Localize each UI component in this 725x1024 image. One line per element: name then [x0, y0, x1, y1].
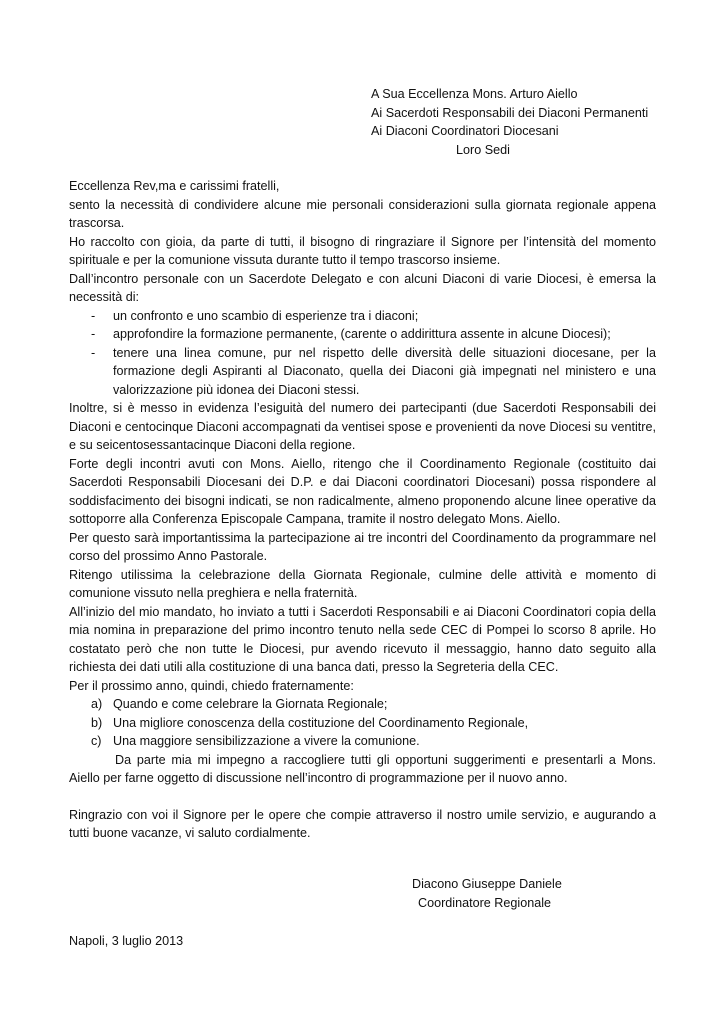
dash-marker: - [91, 345, 96, 360]
list-item [69, 695, 656, 714]
requests-list [69, 695, 656, 751]
paragraph: Dall’incontro personale con un Sacerdote Delegato e con alcuni Diaconi di varie Diocesi, è emersa la necessità di: [69, 271, 656, 304]
list-item [69, 307, 656, 326]
list-marker: b) [91, 715, 103, 730]
commitment-paragraph: Da parte mia mi impegno a raccogliere tutti gli opportuni suggerimenti e presentarli a Mons. Aiello per farne oggetto di discussione nell’incontro di programmazione per il nuovo anno. [69, 752, 656, 785]
signature-block [412, 875, 612, 912]
signature-role: Coordinatore Regionale [418, 895, 552, 910]
dash-marker: - [91, 308, 96, 323]
list-item [69, 344, 656, 400]
list-item-text: approfondire la formazione permanente, (carente o addirittura assente in alcune Diocesi); [113, 327, 611, 341]
paragraph: Ritengo utilissima la celebrazione della Giornata Regionale, culmine delle attività e momento di comunione vissuto nella preghiera e nella fraternità. [69, 567, 656, 600]
paragraph: Per il prossimo anno, quindi, chiedo fraternamente: [69, 678, 354, 693]
list-item [69, 325, 656, 344]
paragraph: All’inizio del mio mandato, ho inviato a tutti i Sacerdoti Responsabili e ai Diaconi Coordinatori copia della mia nomina in preparazione del primo incontro tenuto nella sede CEC di Pompei lo scorso 8 aprile. Ho costatato però che non tutte le Diocesi, pur avendo ricevuto il messaggio, hanno dato seguito alla richiesta dei dati utili alla costituzione di una banca dati, presso la Segreteria della CEC. [69, 604, 656, 674]
letter-body [69, 177, 656, 843]
list-marker: c) [91, 734, 102, 748]
list-item-text: Quando e come celebrare la Giornata Regionale; [113, 697, 388, 711]
recipient-line: A Sua Eccellenza Mons. Arturo Aiello [371, 87, 578, 101]
recipient-block [371, 85, 701, 159]
spacer [69, 788, 656, 806]
recipient-line: Ai Sacerdoti Responsabili dei Diaconi Permanenti [371, 105, 649, 120]
paragraph: Ho raccolto con gioia, da parte di tutti, il bisogno di ringraziare il Signore per l’intensità del momento spirituale e per la comunione vissuta durante tutto il tempo trascorso insieme. [69, 234, 656, 267]
closing-paragraph: Ringrazio con voi il Signore per le opere che compie attraverso il nostro umile servizio, e augurando a tutti buone vacanze, vi saluto cordialmente. [69, 807, 656, 840]
paragraph: Forte degli incontri avuti con Mons. Aiello, ritengo che il Coordinamento Regionale (costituito dai Sacerdoti Responsabili Diocesani dei D.P. e dai Diaconi coordinatori Diocesani) possa rispondere al soddisfacimento dei bisogni indicati, se non radicalmente, almeno proponendo alcune linee operative da sottoporre alla Conferenza Episcopale Campana, tramite il nostro delegato Mons. Aiello. [69, 456, 656, 526]
dash-marker: - [91, 327, 96, 341]
recipient-line: Loro Sedi [456, 142, 510, 157]
list-item [69, 732, 656, 751]
paragraph: sento la necessità di condividere alcune mie personali considerazioni sulla giornata regionale appena trascorsa. [69, 197, 656, 230]
recipient-line: Ai Diaconi Coordinatori Diocesani [371, 124, 559, 138]
needs-list [69, 307, 656, 400]
signature-name: Diacono Giuseppe Daniele [412, 877, 562, 891]
list-item [69, 714, 656, 733]
paragraph: Per questo sarà importantissima la partecipazione ai tre incontri del Coordinamento da programmare nel corso del prossimo Anno Pastorale. [69, 530, 656, 563]
list-item-text: Una migliore conoscenza della costituzione del Coordinamento Regionale, [113, 715, 529, 730]
list-item-text: un confronto e uno scambio di esperienze tra i diaconi; [113, 308, 419, 323]
list-marker: a) [91, 697, 103, 711]
list-item-text: Una maggiore sensibilizzazione a vivere la comunione. [113, 734, 420, 748]
salutation: Eccellenza Rev,ma e carissimi fratelli, [69, 179, 280, 193]
paragraph: Inoltre, si è messo in evidenza l’esiguità del numero dei partecipanti (due Sacerdoti Responsabili dei Diaconi e centocinque Diaconi accompagnati da ventisei spose e provenienti da nove Diocesi su ventitre, e su seicentosessantacinque Diaconi della regione. [69, 401, 656, 452]
list-item-text: tenere una linea comune, pur nel rispetto delle diversità delle situazioni diocesane, per la formazione degli Aspiranti al Diaconato, quella dei Diaconi già impegnati nel ministero e una valorizzazione più idonea dei Diaconi stessi. [113, 345, 656, 397]
place-date: Napoli, 3 luglio 2013 [69, 934, 184, 948]
